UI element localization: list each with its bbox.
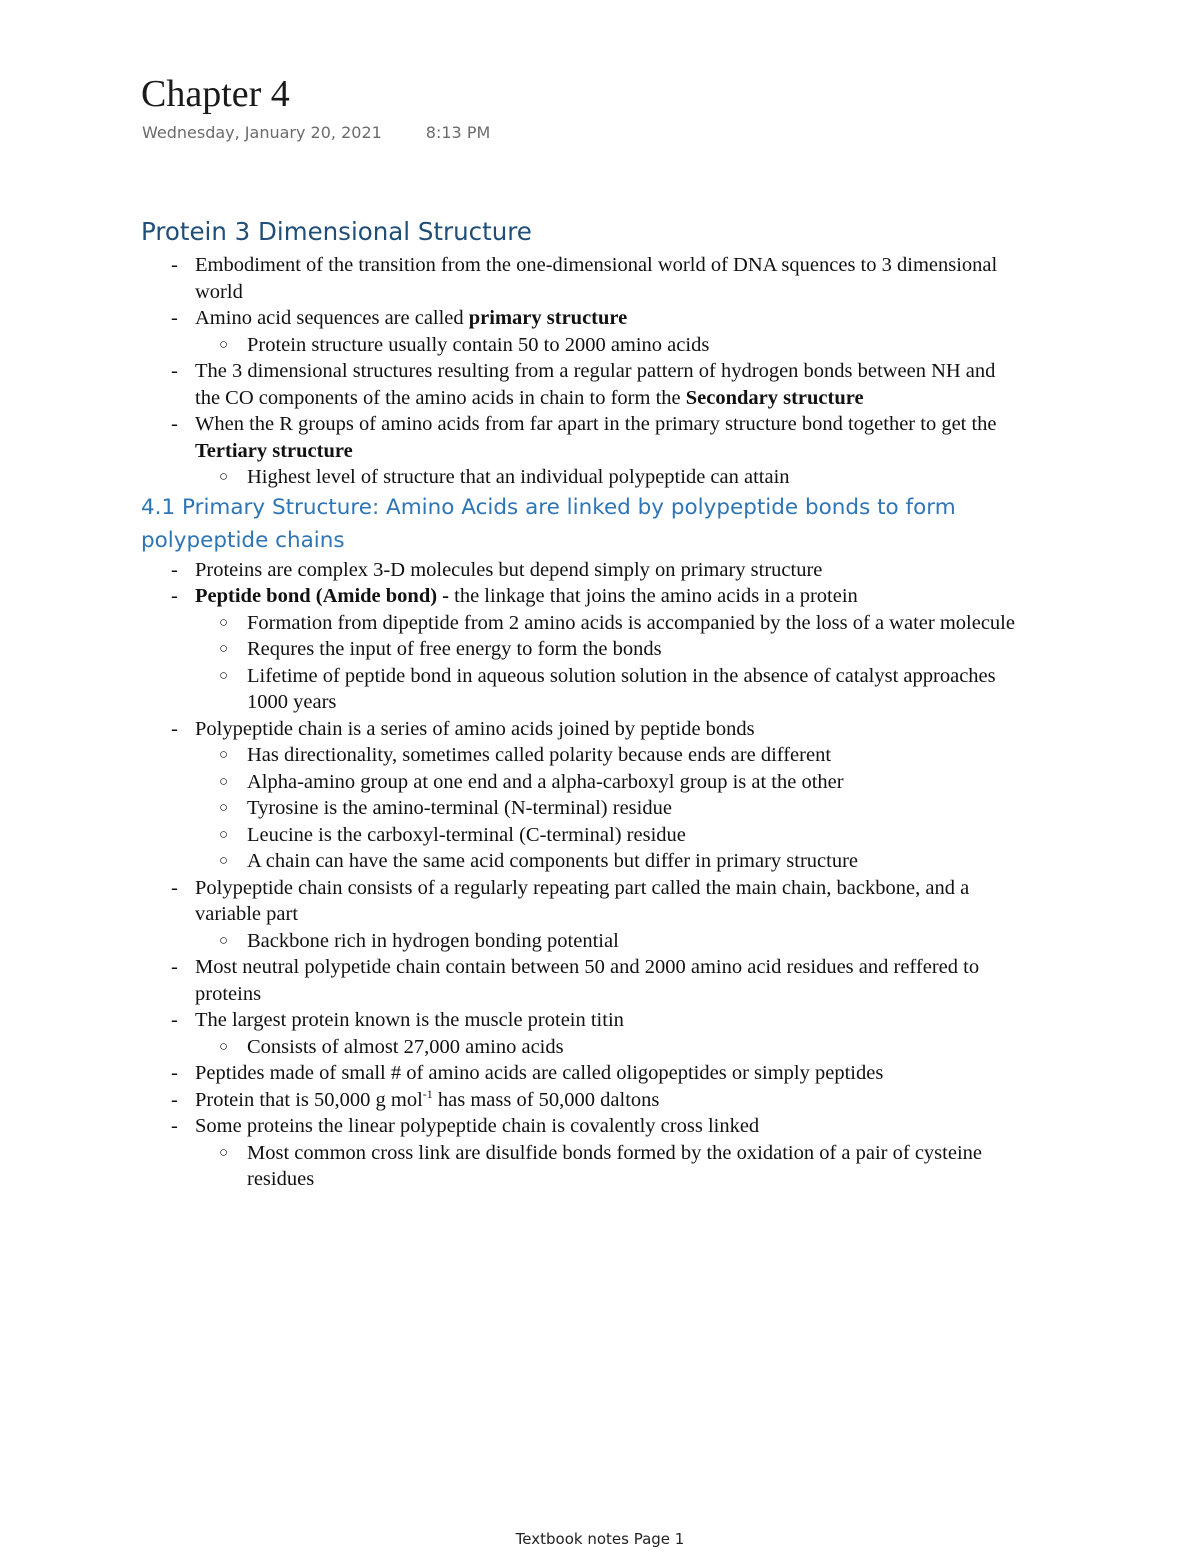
list-item-text: Most neutral polypetide chain contain between 50 and 2000 amino acid residues and reffered to proteins: [195, 956, 980, 1005]
sub-list-item-text: Tyrosine is the amino-terminal (N-terminal) residue: [247, 797, 672, 819]
page-title: Chapter 4: [141, 73, 290, 115]
circle-bullet: ○: [219, 773, 229, 790]
sub-list-item: [141, 464, 1021, 491]
bold-term-tertiary-structure: Tertiary structure: [195, 439, 353, 462]
dash-bullet: -: [171, 717, 178, 740]
page-time: 8:13 PM: [425, 123, 491, 142]
sub-list-item-text: Formation from dipeptide from 2 amino acids is accompanied by the loss of a water molecule: [247, 611, 1015, 634]
dash-bullet: -: [171, 585, 178, 607]
sub-list-item-text: Alpha-amino group at one end and a alpha-carboxyl group is at the other: [247, 770, 844, 793]
list-item-text-cont: has mass of 50,000 daltons: [432, 1088, 660, 1111]
list-item-text: Amino acid sequences are called: [195, 307, 469, 329]
bold-term-peptide-bond: Peptide bond (Amide bond) -: [195, 585, 455, 607]
list-item-text: Some proteins the linear polypeptide chain is covalently cross linked: [195, 1115, 760, 1137]
page-date: Wednesday, January 20, 2021: [142, 123, 382, 142]
sub-list-item-text: Has directionality, sometimes called polarity because ends are different: [247, 744, 832, 766]
circle-bullet: ○: [219, 1038, 229, 1055]
dash-bullet: -: [171, 413, 178, 435]
sub-list-item: [141, 742, 1021, 769]
sub-list-item-text: Leucine is the carboxyl-terminal (C-terminal) residue: [247, 823, 686, 846]
sub-list-item: [141, 636, 1021, 663]
sub-list-item-text: Highest level of structure that an individual polypeptide can attain: [247, 466, 790, 488]
list-item-text: Polypeptide chain is a series of amino acids joined by peptide bonds: [195, 717, 755, 740]
circle-bullet: ○: [219, 800, 229, 816]
list-item: [141, 1113, 1021, 1193]
sub-list: [141, 464, 1021, 491]
sub-list-item-text: Requres the input of free energy to form the bonds: [247, 638, 662, 660]
dash-bullet: -: [171, 307, 178, 329]
sub-list-item-text: Most common cross link are disulfide bonds formed by the oxidation of a pair of cysteine residues: [247, 1141, 982, 1190]
section-heading-primary-structure: 4.1 Primary Structure: Amino Acids are linked by polypeptide bonds to form polypeptide chains: [141, 494, 956, 553]
dash-bullet: -: [171, 1088, 178, 1111]
circle-bullet: ○: [219, 667, 229, 684]
circle-bullet: ○: [219, 641, 229, 657]
sub-list-item: [141, 769, 1021, 796]
list-item: [141, 557, 1021, 584]
dash-bullet: -: [171, 1062, 178, 1084]
sub-list-item: [141, 332, 1021, 359]
list-item-text: the linkage that joins the amino acids in a protein: [454, 585, 858, 607]
circle-bullet: ○: [219, 614, 229, 631]
circle-bullet: ○: [219, 932, 229, 949]
sub-list-item: [141, 610, 1021, 637]
dash-bullet: -: [171, 876, 178, 899]
sub-list-item: [141, 663, 1021, 716]
list-item-text: Embodiment of the transition from the one-dimensional world of DNA squences to 3 dimensional world: [195, 254, 998, 303]
sub-list: [141, 1034, 1021, 1061]
dash-bullet: -: [171, 1115, 178, 1137]
sub-list-item-text: Consists of almost 27,000 amino acids: [247, 1035, 564, 1058]
circle-bullet: ○: [219, 469, 229, 485]
list-item-text: The 3 dimensional structures resulting from a regular pattern of hydrogen bonds between NH and the CO components of the amino acids in chain to form the: [195, 360, 996, 409]
sub-list-item: [141, 822, 1021, 849]
list-item: [141, 954, 1021, 1007]
list-item: [141, 875, 1021, 955]
dash-bullet: -: [171, 360, 178, 382]
sub-list-item-text: Protein structure usually contain 50 to 2000 amino acids: [247, 333, 710, 356]
dash-bullet: -: [171, 254, 178, 276]
sub-list: [141, 1140, 1021, 1193]
list-item-text: Polypeptide chain consists of a regularly repeating part called the main chain, backbone, and a variable part: [195, 876, 970, 925]
list-item-text: When the R groups of amino acids from far apart in the primary structure bond together to get the: [195, 413, 997, 435]
circle-bullet: ○: [219, 747, 229, 763]
page-footer: Textbook notes Page 1: [515, 1530, 685, 1548]
bold-term-secondary-structure: Secondary structure: [685, 386, 864, 409]
sub-list: [141, 610, 1021, 716]
sub-list-item-text: Backbone rich in hydrogen bonding potential: [247, 929, 619, 952]
list-item: [141, 716, 1021, 875]
sub-list: [141, 742, 1021, 875]
page-timestamp: [142, 122, 490, 144]
list-item-text: Proteins are complex 3-D molecules but depend simply on primary structure: [195, 558, 823, 581]
list-item: [141, 1087, 1021, 1114]
list-item: [141, 252, 1021, 305]
sub-list-item: [141, 848, 1021, 875]
list-item: [141, 305, 1021, 358]
sub-list: [141, 928, 1021, 955]
section1-list: [141, 252, 1021, 491]
circle-bullet: ○: [219, 853, 229, 869]
list-item: [141, 583, 1021, 716]
sub-list-item: [141, 1140, 1021, 1193]
superscript-exponent: -1: [422, 1086, 433, 1101]
note-content: [141, 212, 1021, 1193]
list-item: [141, 1007, 1021, 1060]
sub-list: [141, 332, 1021, 359]
dash-bullet: -: [171, 1009, 178, 1031]
circle-bullet: ○: [219, 336, 229, 353]
section-heading-protein-structure: Protein 3 Dimensional Structure: [141, 217, 532, 246]
list-item: [141, 358, 1021, 411]
sub-list-item-text: Lifetime of peptide bond in aqueous solution solution in the absence of catalyst approaches 1000 years: [247, 664, 996, 713]
sub-list-item: [141, 1034, 1021, 1061]
list-item-text: Peptides made of small # of amino acids are called oligopeptides or simply peptides: [195, 1062, 884, 1084]
sub-list-item: [141, 928, 1021, 955]
list-item-text: The largest protein known is the muscle protein titin: [195, 1009, 624, 1031]
circle-bullet: ○: [219, 1144, 229, 1161]
section2-list: [141, 557, 1021, 1193]
dash-bullet: -: [171, 956, 178, 978]
list-item: [141, 411, 1021, 491]
bold-term-primary-structure: primary structure: [468, 307, 628, 329]
list-item-text: Protein that is 50,000 g mol: [195, 1088, 423, 1111]
dash-bullet: -: [171, 558, 178, 581]
sub-list-item: [141, 795, 1021, 822]
circle-bullet: ○: [219, 826, 229, 843]
sub-list-item-text: A chain can have the same acid components but differ in primary structure: [247, 850, 858, 872]
list-item: [141, 1060, 1021, 1087]
